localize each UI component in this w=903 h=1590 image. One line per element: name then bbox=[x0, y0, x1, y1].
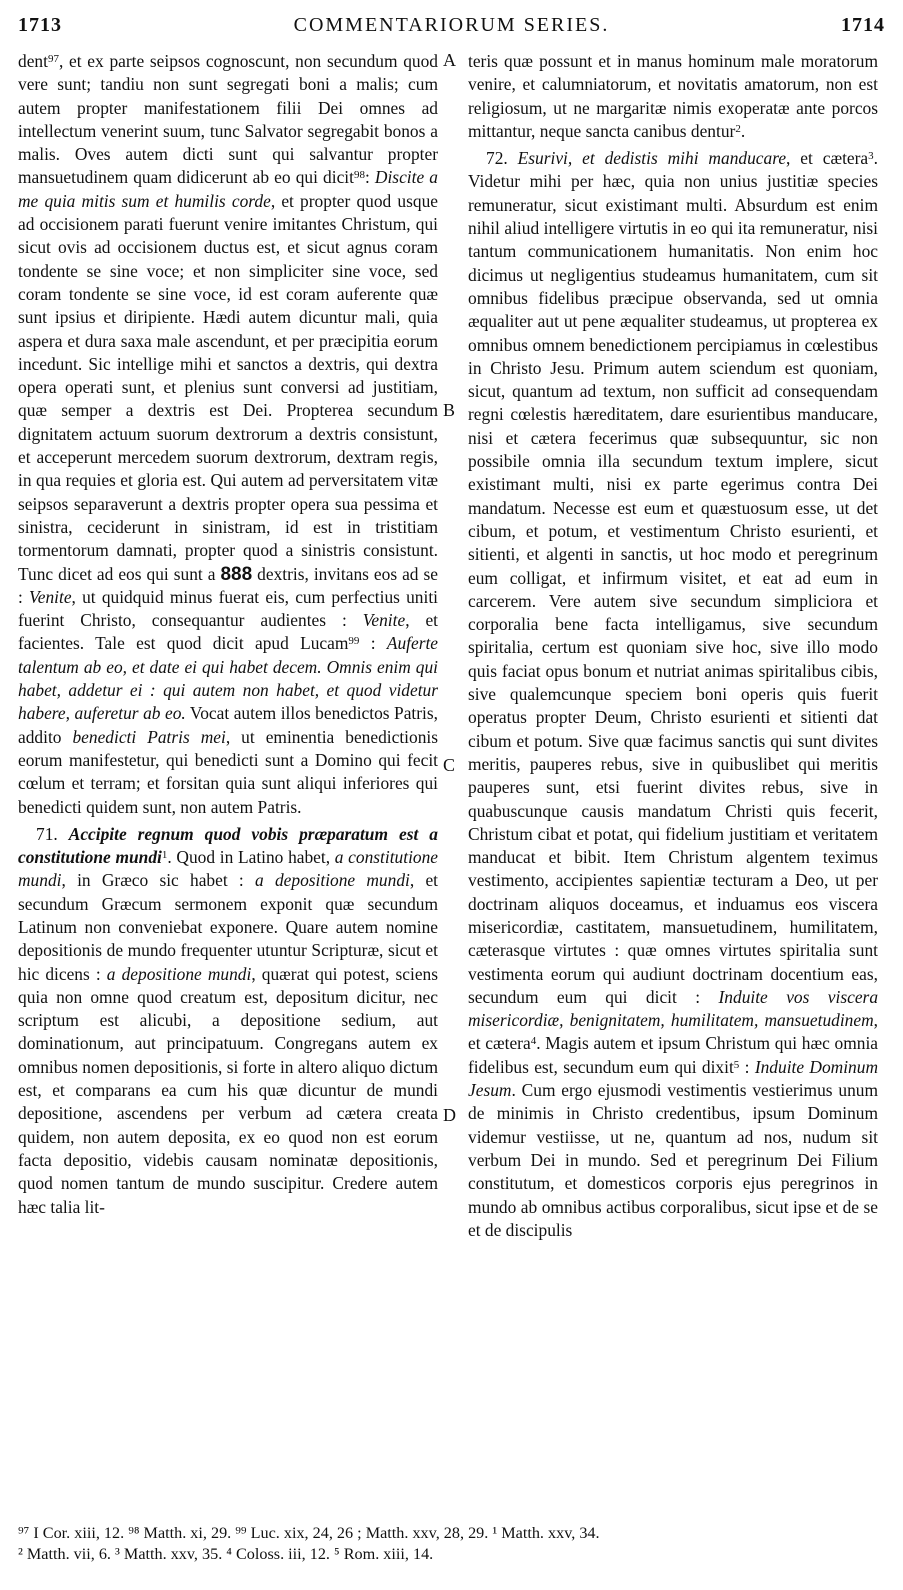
paragraph-72: 72. Esurivi, et dedistis mihi manducare, et cætera$^3$. Videtur mihi per hæc, quia non unius justitiæ species remuneratur, sicut existimant multi. Absurdum est enim nihil aliud intelligere virtutis in eo qui ita remuneratur, nisi tantum communicationem humanitatis. Non enim hoc dicimus ut negligentius studeamus humanitatem, cum sit omnibus fidelibus præcipue observanda, sed ut omnia æqualiter aut ut pene æqualiter studeamus, ut propterea ex omnibus omnem benedictionem percipiamus in cœlestibus in Christo Jesu. Primum autem sciendum est quoniam, sicut, quantum ad textum, non sufficit ad consequendam regni cœlestis hæreditatem, dare esurientibus manducare, nisi et cætera fecerimus quæ subsequuntur, sic non possibile omnia illa secundum textum implere, sicut existimant multi, nisi ex parte egerimus contra Dei mandatum. Necesse est eum et quæstuosum esse, ut det cibum, et potum, et vestimentum Christo esurienti, et sitienti, et algenti in sanctis, ut hoc modo et peregrinum eum colligat, et infirmum visitet, et eat ad eum in carcerem. Vere autem sive secundum simpliciora et corporalia bene facta intelligamus, sive secundum spiritalia, certum est quoniam sive hoc, sive illo modo quis faciat opus bonum et nutriat animas spiritalibus cibis, sive qualemcunque speciem boni operis quis fuerit operatus propter Deum, Christo esurienti et sitienti dat cibum et potum. Sive quæ facimus sanctis qui sunt divites meritis, pauperes rebus, sive in quibuslibet qui meritis pauperes sunt, etsi fuerint divites rebus, sive in quabuscunque causis mandatum Christi quis fecerit, Christum cibat et potat, qui fidelium justitiam et veritatem manducat et bibit. Item Christum algentem teximus vestimento, accipientes sapientiæ tecturam a Deo, ut per doctrinam aliquos doceamus, et induamus eos viscera misericordiæ, castitatem, mansuetudinem, humilitatem, cæterasque virtutes : quæ omnes virtutes spiritalia sunt vestimenta eorum qui audiunt doctrinam docentium eas, secundum eum qui dicit : Induite vos viscera misericordiæ, benignitatem, humilitatem, mansuetudinem, et cætera$^4$. Magis autem et ipsum Christum qui hæc omnia fidelibus est, secundum eum qui dixit$^5$ : Induite Dominum Jesum. Cum ergo ejusmodi vestimentis vestierimus unum de minimis in Christo credentibus, ipsum Dominum videmur vestiisse, ut ne, quantum ad nos, nudum sit verbum Dei in mundo. Sed et peregrinum Dei Filium constitutum, et domesticos corporis ejus peregrinos in mundo ab omnibus actibus corporalibus, sicut ipse et de se et de discipulis bbox=[468, 148, 879, 1240]
running-title: COMMENTARIORUM SERIES. bbox=[293, 14, 610, 36]
footnote-line: ⁹⁷ I Cor. xiii, 12. ⁹⁸ Matth. xi, 29. ⁹⁹ Luc. xix, 24, 26 ; Matth. xxv, 28, 29. ¹ Matth. xxv, 34. bbox=[18, 1524, 600, 1542]
paragraph-71-continued: teris quæ possunt et in manus hominum male moratorum venire, et calumniatorum, et novitatis amatorum, non est religiosum, ut ne margaritæ nimis exoperatæ ante porcos mittantur, neque sancta canibus dentur$^2$. bbox=[468, 51, 878, 141]
scripture-lemma: Esurivi, et dedistis mihi manducare bbox=[517, 148, 787, 169]
margin-marker-b: B bbox=[443, 400, 456, 420]
footnote-line: ² Matth. vii, 6. ³ Matth. xxv, 35. ⁴ Coloss. iii, 12. ⁵ Rom. xiii, 14. bbox=[18, 1545, 434, 1563]
scripture-quote: a constitutione mundi bbox=[18, 847, 439, 891]
paragraph-number: 71. bbox=[36, 823, 69, 844]
page-header bbox=[0, 14, 903, 42]
scripture-quote: Discite a me quia mitis sum et humilis corde bbox=[18, 167, 438, 211]
footnote-ref: 97 bbox=[47, 53, 59, 65]
scripture-quote: Auferte talentum ab eo, et date ei qui habet decem. Omnis enim qui habet, addetur ei : qui autem non habet, et quod videtur habere, auferetur ab eo. bbox=[18, 633, 439, 724]
page-number-right: 1714 bbox=[841, 14, 885, 36]
page-number-left: 1713 bbox=[18, 14, 62, 36]
footnote-ref: 5 bbox=[733, 1058, 740, 1071]
scripture-quote: Induite vos viscera misericordiæ, benignitatem, humilitatem, mansuetudinem bbox=[468, 986, 879, 1031]
footnotes bbox=[18, 1523, 888, 1565]
scripture-quote: Venite bbox=[362, 610, 406, 631]
scripture-quote: a depositione mundi bbox=[106, 963, 252, 984]
margin-marker-a: A bbox=[443, 50, 456, 70]
margin-marker-d: D bbox=[443, 1105, 456, 1125]
paragraph-71: 71. Accipite regnum quod vobis præparatum est a constitutione mundi$^1$. Quod in Latino habet, a constitutione mundi, in Græco sic habet : a depositione mundi, et secundum Græcum sermonem exponit quæ secundum Latinum non conveniebat exponere. Quare autem nomine depositionis de mundo frequenter utuntur Scripturæ, sicut et hic dicens : a depositione mundi, quærat qui potest, sciens quia non omne quod creatum est, depositum dicitur, nec scriptum est alicubi, a depositione sedium, aut dominationum, aut principatuum. Congregans autem ex omnibus nomen depositionis, si forte in altero aliquo dictum est, et comparans ea cum his quæ dicuntur de mundi depositione, ascendens per verbum ad cætera creata quidem, non autem deposita, ex eo quod non est eorum facta depositio, videbis causam nominatæ depositionis, quod nomen tantum de mundo suscipitur. Credere autem hæc talia lit- bbox=[18, 823, 439, 1217]
scripture-lemma: Accipite regnum quod vobis præparatum est a constitutione mundi bbox=[18, 823, 438, 868]
footnote-ref: 4 bbox=[530, 1035, 537, 1048]
scripture-quote: Induite Dominum Jesum bbox=[468, 1056, 879, 1101]
footnote-ref: 2 bbox=[735, 122, 741, 135]
footnote-ref: 98 bbox=[353, 169, 365, 182]
left-column bbox=[18, 50, 438, 1219]
footnote-ref: 3 bbox=[868, 150, 874, 163]
scripture-quote: a depositione mundi bbox=[255, 870, 410, 891]
margin-marker-c: C bbox=[443, 755, 456, 775]
paragraph-70-continued: dent$^{97}$, et ex parte seipsos cognoscunt, non secundum quod vere sunt; tandiu non sunt segregati boni a malis; cum autem propter manifestationem filii Dei omnes ad intellectum venerint suum, tunc Salvator segregabit bonos a malis. Oves autem dicti sunt qui salvantur propter mansuetudinem quam didicerunt ab eo qui dicit$^{98}$: Discite a me quia mitis sum et humilis corde, et propter quod usque ad occisionem parati fuerunt venire imitantes Christum, qui sicut ovis ad occisionem ductus est, et sicut agnus coram tondente se sine voce; et non simpliciter sine voce, sed coram tondente se sine voce, id est coram auferente quæ sunt ipsius et diripiente. Hædi autem dicuntur mali, quia aspera et dura saxa male ascendunt, et per præcipitia eorum incedunt. Sic intellige mihi et sanctos a dextris, qui dextra opera operati sunt, et plenius sunt conversi ad justitiam, quæ semper a dextris est Dei. Propterea secundum dignitatem actuum suorum dextrorum a dextris consistunt, et acceperunt mercedem suorum dextrorum, dextram regis, in qua requies et gloria est. Qui autem ad perversitatem vitæ seipsos separaverunt a dextris propter opera sua pessima et sinistra, ceciderunt in sinistram, id est in tristitiam tormentorum damnati, propter quod a sinistris consistunt. Tunc dicet ad eos qui sunt a 888 dextris, invitans eos ad se : Venite, ut quidquid minus fuerat eis, cum perfectius uniti fuerint Christo, consequantur audientes : Venite, et facientes. Tale est quod dicit apud Lucam$^{99}$ : Auferte talentum ab eo, et date ei qui habet decem. Omnis enim qui habet, addetur ei : qui autem non habet, et quod videtur habere, auferetur ab eo. Vocat autem illos benedictos Patris, addito benedicti Patris mei, ut eminentia benedictionis eorum manifestetur, qui benedicti sunt a Domino qui fecit cœlum et terram; et forsitan quia sunt aliqui inferiores qui benedicti quidem sunt, non autem Patris. bbox=[18, 51, 439, 817]
footnote-ref: 99 bbox=[348, 635, 360, 648]
footnote-ref: 1 bbox=[161, 849, 168, 862]
scripture-quote: benedicti Patris mei bbox=[72, 726, 226, 747]
scripture-quote: Venite bbox=[29, 586, 72, 607]
paragraph-number: 72. bbox=[486, 148, 518, 169]
right-column bbox=[468, 50, 878, 1242]
column-number: 888 bbox=[220, 563, 253, 585]
